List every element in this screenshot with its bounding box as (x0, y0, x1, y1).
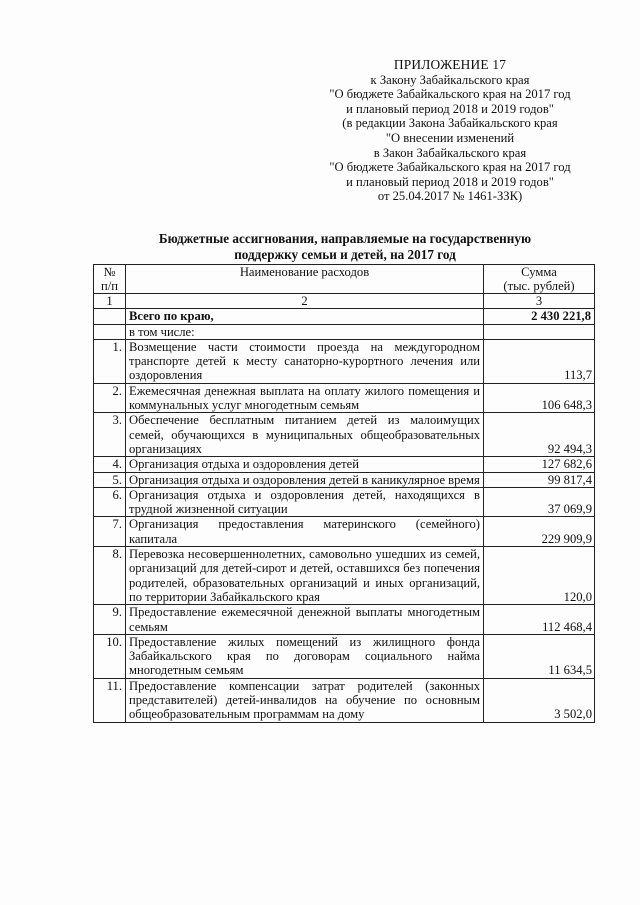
total-value: 2 430 221,8 (484, 309, 595, 324)
row-name: Обеспечение бесплатным питанием детей из малоимущих семей, обучающихся в муниципальных общеобразовательных организациях (126, 413, 484, 457)
table-row (94, 383, 595, 413)
subheading-label: в том числе: (126, 324, 484, 339)
table-row (94, 413, 595, 457)
column-index-row (94, 294, 595, 309)
header-number-line: № (103, 265, 116, 279)
annex-line: и плановый период 2018 и 2019 годов" (346, 101, 554, 116)
title-line: Бюджетные ассигнования, направляемые на государственную (158, 231, 532, 246)
total-row (94, 309, 595, 324)
row-sum: 113,7 (484, 339, 595, 383)
header-number-line: п/п (101, 279, 118, 293)
row-number: 4. (94, 457, 126, 472)
annex-line: от 25.04.2017 № 1461-ЗЗК) (377, 189, 523, 204)
table-row (94, 487, 595, 517)
table-row (94, 472, 595, 487)
table-row (94, 547, 595, 605)
budget-table (93, 264, 595, 723)
row-number: 6. (94, 487, 126, 517)
row-sum: 3 502,0 (484, 678, 595, 722)
header-name: Наименование расходов (126, 265, 484, 294)
document-title (95, 231, 595, 263)
title-line: поддержку семьи и детей, на 2017 год (234, 247, 456, 262)
row-sum: 127 682,6 (484, 457, 595, 472)
row-sum: 229 909,9 (484, 517, 595, 547)
annex-header (300, 58, 600, 204)
table-row (94, 634, 595, 678)
row-name: Организация отдыха и оздоровления детей (126, 457, 484, 472)
column-index: 2 (126, 294, 484, 309)
total-label: Всего по краю, (126, 309, 484, 324)
subheading-number-cell (94, 324, 126, 339)
annex-line: ПРИЛОЖЕНИЕ 17 (393, 57, 507, 72)
subheading-sum-cell (484, 324, 595, 339)
table-header-row (94, 265, 595, 294)
header-number (94, 265, 126, 294)
annex-line: (в редакции Закона Забайкальского края (342, 116, 558, 131)
table-row (94, 605, 595, 635)
row-name: Возмещение части стоимости проезда на междугородном транспорте детей к месту санаторно-курортного лечения или оздоровления (126, 339, 484, 383)
row-name: Предоставление компенсации затрат родителей (законных представителей) детей-инвалидов на обучение по основным общеобразовательным программам на дому (126, 678, 484, 722)
annex-line: "О бюджете Забайкальского края на 2017 год (329, 87, 571, 102)
row-name: Предоставление жилых помещений из жилищного фонда Забайкальского края по договорам социального найма многодетным семьям (126, 634, 484, 678)
row-name: Предоставление ежемесячной денежной выплаты многодетным семьям (126, 605, 484, 635)
header-sum-line: (тыс. рублей) (503, 279, 575, 293)
annex-line: "О внесении изменений (385, 130, 515, 145)
row-number: 8. (94, 547, 126, 605)
row-name: Организация отдыха и оздоровления детей, находящихся в трудной жизненной ситуации (126, 487, 484, 517)
row-number: 1. (94, 339, 126, 383)
row-number: 2. (94, 383, 126, 413)
row-number: 3. (94, 413, 126, 457)
annex-line: и плановый период 2018 и 2019 годов" (346, 174, 554, 189)
row-name: Организация предоставления материнского (семейного) капитала (126, 517, 484, 547)
subheading-row (94, 324, 595, 339)
table-row (94, 517, 595, 547)
total-number-cell (94, 309, 126, 324)
row-number: 11. (94, 678, 126, 722)
row-number: 9. (94, 605, 126, 635)
row-name: Перевозка несовершеннолетних, самовольно ушедших из семей, организаций для детей-сирот и детей, оставшихся без попечения родителей, образовательных организаций и иных организаций, по территории Забайкальского края (126, 547, 484, 605)
row-sum: 106 648,3 (484, 383, 595, 413)
row-number: 10. (94, 634, 126, 678)
annex-line: к Закону Забайкальского края (370, 72, 530, 87)
row-name: Ежемесячная денежная выплата на оплату жилого помещения и коммунальных услуг многодетным семьям (126, 383, 484, 413)
row-number: 5. (94, 472, 126, 487)
table-row (94, 339, 595, 383)
row-sum: 99 817,4 (484, 472, 595, 487)
column-index: 3 (484, 294, 595, 309)
annex-line: "О бюджете Забайкальского края на 2017 год (329, 160, 571, 175)
row-sum: 37 069,9 (484, 487, 595, 517)
row-sum: 92 494,3 (484, 413, 595, 457)
row-sum: 112 468,4 (484, 605, 595, 635)
table-row (94, 678, 595, 722)
header-sum-line: Сумма (521, 265, 557, 279)
column-index: 1 (94, 294, 126, 309)
row-sum: 120,0 (484, 547, 595, 605)
row-sum: 11 634,5 (484, 634, 595, 678)
table-row (94, 457, 595, 472)
header-sum (484, 265, 595, 294)
annex-line: в Закон Забайкальского края (373, 145, 527, 160)
row-name: Организация отдыха и оздоровления детей в каникулярное время (126, 472, 484, 487)
row-number: 7. (94, 517, 126, 547)
